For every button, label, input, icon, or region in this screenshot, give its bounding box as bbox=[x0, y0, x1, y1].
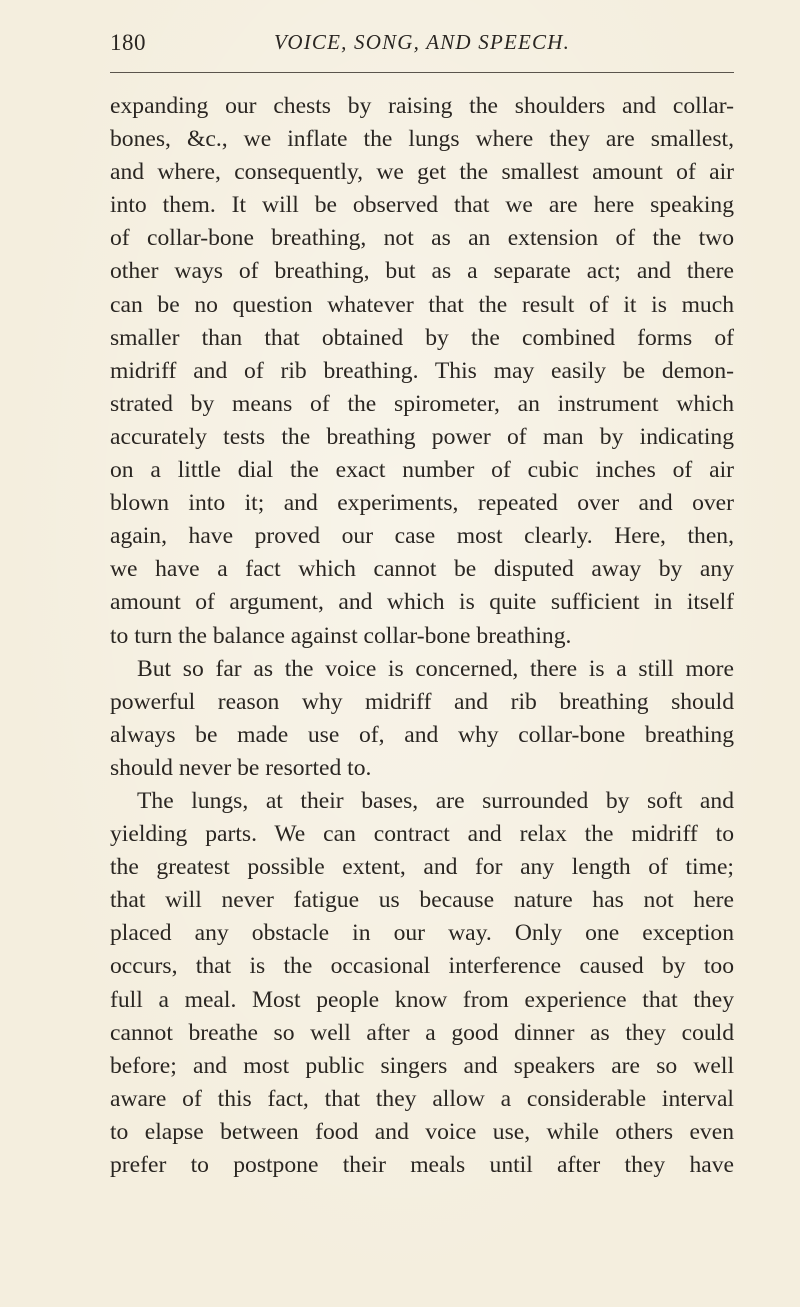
text-line: accurately tests the breathing power of man by indicating bbox=[110, 423, 734, 450]
text-line: and where, consequently, we get the smallest amount of air bbox=[110, 159, 734, 186]
text-line: yielding parts. We can contract and relax the midriff to bbox=[110, 821, 734, 848]
text-line: full a meal. Most people know from experience that they bbox=[110, 986, 734, 1013]
body-text bbox=[110, 90, 734, 1182]
text-line: expanding our chests by raising the shoulders and collar- bbox=[110, 93, 734, 119]
text-line: before; and most public singers and speakers are so well bbox=[110, 1052, 734, 1079]
text-line: other ways of breathing, but as a separate act; and there bbox=[110, 258, 734, 285]
text-line: But so far as the voice is concerned, there is a still more bbox=[137, 655, 734, 682]
text-line: on a little dial the exact number of cubic inches of air bbox=[110, 457, 734, 484]
text-line: occurs, that is the occasional interference caused by too bbox=[110, 953, 734, 980]
text-line: can be no question whatever that the result of it is much bbox=[110, 291, 734, 318]
text-line: strated by means of the spirometer, an instrument which bbox=[110, 390, 734, 417]
text-line: that will never fatigue us because nature has not here bbox=[110, 887, 734, 914]
text-line: cannot breathe so well after a good dinner as they could bbox=[110, 1019, 734, 1046]
text-line: powerful reason why midriff and rib breathing should bbox=[110, 688, 734, 715]
text-line: the greatest possible extent, and for any length of time; bbox=[110, 854, 734, 881]
text-line: midriff and of rib breathing. This may easily be demon- bbox=[110, 357, 734, 384]
running-head: VOICE, SONG, AND SPEECH. bbox=[273, 30, 571, 54]
text-line: blown into it; and experiments, repeated over and over bbox=[110, 490, 734, 517]
text-line: placed any obstacle in our way. Only one exception bbox=[110, 920, 734, 947]
text-line: of collar-bone breathing, not as an extension of the two bbox=[110, 225, 734, 252]
text-line: amount of argument, and which is quite sufficient in itself bbox=[110, 589, 734, 616]
text-line: always be made use of, and why collar-bone breathing bbox=[110, 721, 734, 748]
header-rule bbox=[110, 72, 734, 73]
text-line: again, have proved our case most clearly. Here, then, bbox=[110, 523, 734, 550]
text-line: smaller than that obtained by the combined forms of bbox=[110, 324, 734, 351]
text-line: to turn the balance against collar-bone breathing. bbox=[110, 622, 572, 649]
text-line: we have a fact which cannot be disputed away by any bbox=[110, 556, 734, 583]
text-line: into them. It will be observed that we are here speaking bbox=[110, 192, 734, 219]
text-line: aware of this fact, that they allow a considerable interval bbox=[110, 1085, 734, 1112]
text-line: should never be resorted to. bbox=[110, 754, 372, 781]
page-number: 180 bbox=[110, 30, 146, 55]
text-line: prefer to postpone their meals until after they have bbox=[110, 1152, 734, 1178]
page-header bbox=[110, 30, 734, 60]
text-line: The lungs, at their bases, are surrounded by soft and bbox=[137, 787, 734, 814]
text-line: bones, &c., we inflate the lungs where they are smallest, bbox=[110, 126, 734, 153]
text-line: to elapse between food and voice use, while others even bbox=[110, 1118, 734, 1145]
